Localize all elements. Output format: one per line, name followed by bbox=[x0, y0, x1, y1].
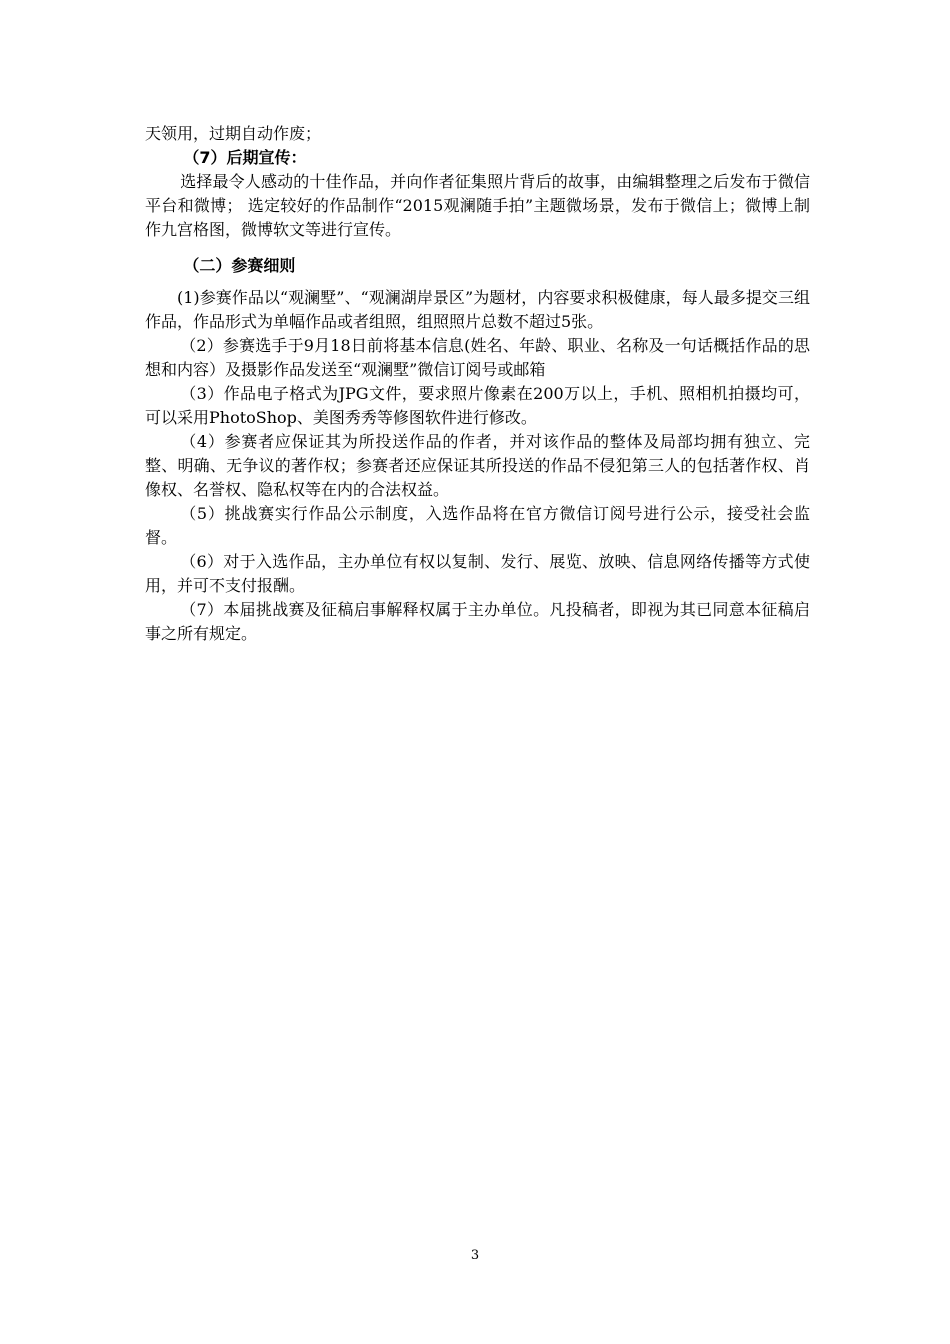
rule-item-7: （7）本届挑战赛及征稿启事解释权属于主办单位。凡投稿者，即视为其已同意本征稿启事之所有规定。 bbox=[145, 600, 810, 643]
promotion-paragraph: 选择最令人感动的十佳作品，并向作者征集照片背后的故事，由编辑整理之后发布于微信平台和微博； 选定较好的作品制作“2015观澜随手拍”主题微场景，发布于微信上；微博上制作九宫格图，微博软文等进行宣传。 bbox=[145, 172, 810, 239]
rule-item-2: （2）参赛选手于9月18日前将基本信息(姓名、年龄、职业、名称及一句话概括作品的思想和内容）及摄影作品发送至“观澜墅”微信订阅号或邮箱 bbox=[145, 336, 810, 379]
rules-heading: （二）参赛细则 bbox=[183, 256, 296, 275]
rule-item-3: （3）作品电子格式为JPG文件，要求照片像素在200万以上，手机、照相机拍摄均可，可以采用PhotoShop、美图秀秀等修图软件进行修改。 bbox=[145, 384, 810, 427]
rule-item-4: （4）参赛者应保证其为所投送作品的作者，并对该作品的整体及局部均拥有独立、完整、明确、无争议的著作权；参赛者还应保证其所投送的作品不侵犯第三人的包括著作权、肖像权、名誉权、隐私权等在内的合法权益。 bbox=[145, 432, 810, 499]
page-content bbox=[145, 122, 810, 646]
promotion-heading: （7）后期宣传： bbox=[183, 148, 307, 167]
rules-list bbox=[145, 286, 810, 646]
continuation-paragraph: 天领用，过期自动作废； bbox=[145, 124, 322, 143]
rule-item-6: （6）对于入选作品，主办单位有权以复制、发行、展览、放映、信息网络传播等方式使用，并可不支付报酬。 bbox=[145, 552, 810, 595]
rule-item-5: （5）挑战赛实行作品公示制度，入选作品将在官方微信订阅号进行公示，接受社会监督。 bbox=[145, 504, 810, 547]
rule-item-1: (1)参赛作品以“观澜墅”、“观澜湖岸景区”为题材，内容要求积极健康，每人最多提交三组作品，作品形式为单幅作品或者组照，组照照片总数不超过5张。 bbox=[145, 288, 810, 331]
page-number: 3 bbox=[470, 1248, 480, 1263]
